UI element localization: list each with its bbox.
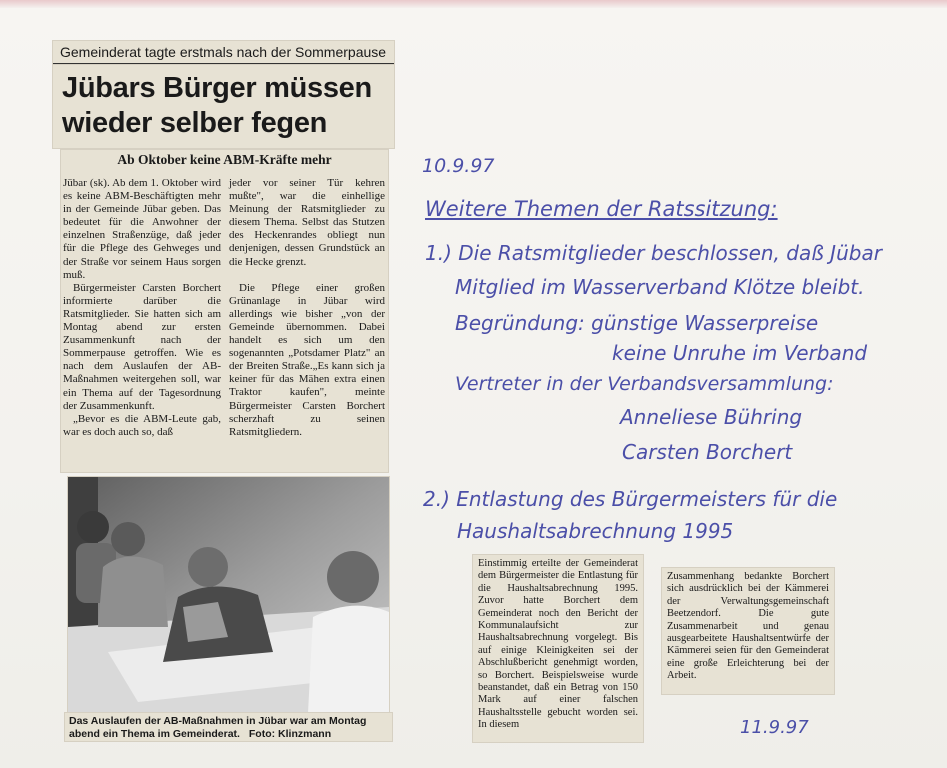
col1-paragraph-3: „Bevor es die ABM-Leute gab, war es doch auch so, daß (63, 412, 221, 438)
handwritten-heading: Weitere Themen der Ratssitzung: (425, 197, 778, 221)
handwritten-representative-1: Anneliese Bühring (620, 405, 803, 429)
article-body (61, 150, 388, 472)
handwritten-representative-2: Carsten Borchert (622, 440, 793, 464)
handwritten-item2-line2: Haushaltsabrechnung 1995 (457, 519, 734, 543)
col1-paragraph-2: Bürgermeister Carsten Borchert informierte darüber die Ratsmitglieder. Sie hatten sich am Montag abend zur ersten Zusammenkunft nach der Sommerpause getroffen. Wie es nach dem Auslaufen der AB-Maßnahmen weitergehen soll, war ein Thema auf der Tagesordnung der Zusammenkunft. (63, 281, 221, 412)
handwritten-representatives-label: Vertreter in der Verbandsversammlung: (455, 373, 834, 395)
photo-credit: Foto: Klinzmann (248, 728, 332, 740)
handwritten-item1-line1: 1.) Die Ratsmitglieder beschlossen, daß Jübar (425, 241, 882, 265)
article-column-2 (229, 177, 385, 439)
caption-text: Das Auslaufen der AB-Maßnahmen in Jübar war am Montag abend ein Thema im Gemeinderat. (69, 715, 367, 740)
handwritten-reason-line2: keine Unruhe im Verband (612, 341, 868, 365)
clipping-budget-text: Einstimmig erteilte der Gemeinderat dem Bürgermeister die Entlastung für die Haushaltsabrechnung 1995. Zuvor hatte Borchert dem Gemeinderat noch den Bericht der Kommunalaufsicht zur Haushaltsabrechnung vorgelegt. Bis auf einige Kleinigkeiten sei der Abschlußbericht genehmigt worden, so Borchert. Beispielsweise wurde beanstandet, daß ein Betrag von 150 Mark auf einer falschen Haushaltsstelle gebucht worden sei. In diesem (478, 558, 638, 731)
article-headline (53, 65, 394, 148)
clipping-thanks-text: Zusammenhang bedankte Borchert sich ausdrücklich bei der Kämmerei der Verwaltungsgemeinschaft Beetzendorf. Die gute Zusammenarbeit und genau ausgearbeitete Haushaltsentwürfe der Kämmerei seien für den Gemeinderat eine große Erleichterung bei der Arbeit. (667, 571, 829, 682)
headline-line-2: wieder selber fegen (62, 107, 328, 139)
clipping-budget-approval (473, 555, 643, 742)
clipping-thanks (662, 568, 834, 694)
col2-paragraph-1: jeder vor seiner Tür kehren mußte", war die einhellige Meinung der Ratsmitglieder zu diesem Thema. Selbst das Stutzen des Heckenrandes obliegt nun denjenigen, dessen Grundstück an die Hecke grenzt. (229, 177, 385, 268)
handwritten-date-2: 11.9.97 (740, 717, 809, 738)
col1-paragraph-1: Jübar (sk). Ab dem 1. Oktober wird es keine ABM-Beschäftigten mehr in der Gemeinde Jübar geben. Das bedeutet für die Anwohner der einzelnen Straßenzüge, daß jeder für die Pflege des Gehweges und der Straße vor seinem Haus sorgen muß. (63, 177, 221, 281)
article-column-1 (63, 177, 221, 439)
page-top-edge (0, 0, 947, 8)
handwritten-reason-line1: Begründung: günstige Wasserpreise (455, 311, 819, 335)
photo-caption (65, 713, 392, 741)
photo-illustration (68, 477, 389, 713)
headline-line-1: Jübars Bürger müssen (62, 72, 372, 104)
handwritten-item2-line1: 2.) Entlastung des Bürgermeisters für die (423, 487, 838, 511)
article-subheadline: Ab Oktober keine ABM-Kräfte mehr (117, 152, 332, 167)
handwritten-item1-line2: Mitglied im Wasserverband Klötze bleibt. (455, 275, 865, 299)
article-kicker: Gemeinderat tagte erstmals nach der Sommerpause (53, 41, 394, 64)
article-photo (68, 477, 389, 713)
handwritten-date-1: 10.9.97 (422, 155, 495, 177)
col2-paragraph-2: Die Pflege einer großen Grünanlage in Jübar wird allerdings wie bisher „von der Gemeinde übernommen. Dabei handelt es sich um den sogenannten „Potsdamer Platz" an der Breiten Straße.„Es kann sich ja keiner für das Mähen extra einen Traktor kaufen", meinte Bürgermeister Carsten Borchert scherzhaft zu seinen Ratsmitgliedern. (229, 281, 385, 438)
